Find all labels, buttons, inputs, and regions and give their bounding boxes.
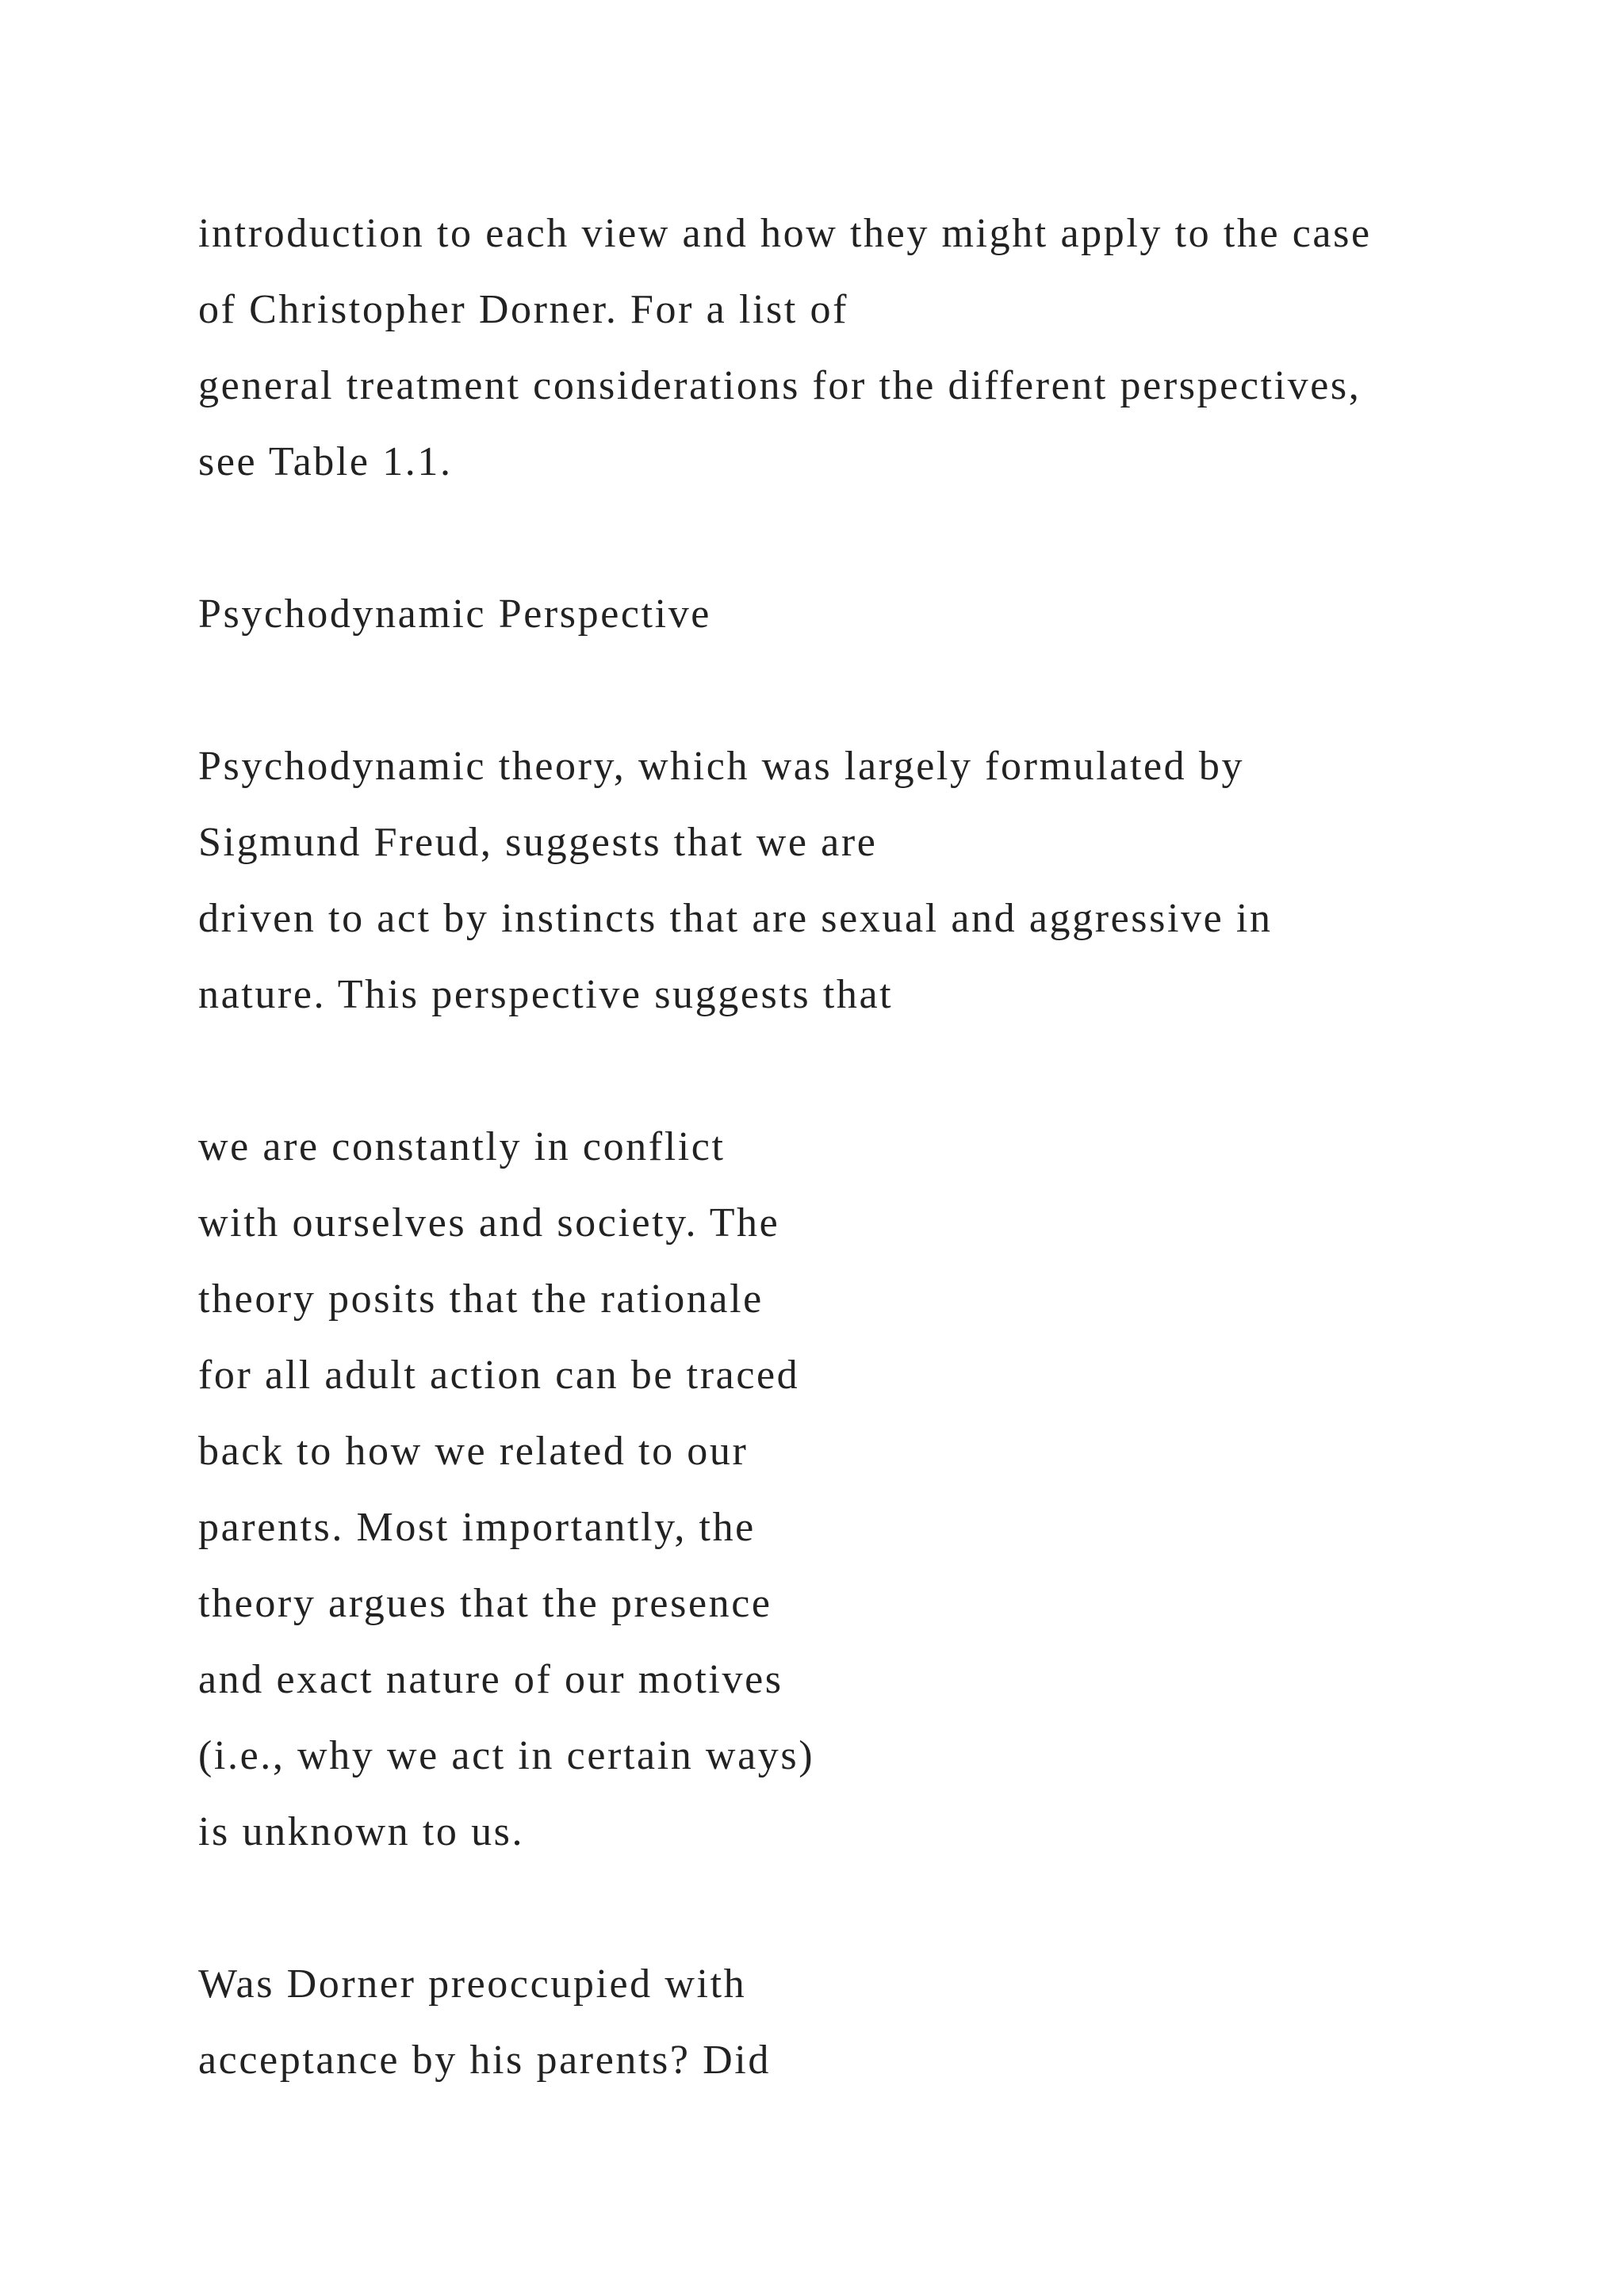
text-line: we are constantly in conflict bbox=[198, 1124, 726, 1169]
paragraph-spacer bbox=[198, 1033, 1546, 1109]
text-line: back to how we related to our bbox=[198, 1429, 749, 1474]
text-line: acceptance by his parents? Did bbox=[198, 2038, 771, 2083]
text-line: theory argues that the presence bbox=[198, 1581, 772, 1626]
text-line: driven to act by instincts that are sexual and aggressive in bbox=[198, 896, 1273, 941]
text-line: for all adult action can be traced bbox=[198, 1353, 800, 1398]
paragraph-psychodynamic-theory bbox=[198, 729, 1546, 1033]
text-line: (i.e., why we act in certain ways) bbox=[198, 1733, 815, 1778]
paragraph-spacer bbox=[198, 500, 1546, 576]
text-line: Was Dorner preoccupied with bbox=[198, 1961, 747, 2007]
text-line: nature. This perspective suggests that bbox=[198, 972, 894, 1017]
text-line: is unknown to us. bbox=[198, 1809, 525, 1854]
text-line: with ourselves and society. The bbox=[198, 1200, 780, 1246]
section-heading bbox=[198, 576, 1546, 652]
document-body bbox=[198, 196, 1546, 2099]
text-line: of Christopher Dorner. For a list of bbox=[198, 287, 849, 332]
text-line: see Table 1.1. bbox=[198, 439, 453, 484]
paragraph-conflict bbox=[198, 1109, 1546, 1870]
heading-text: Psychodynamic Perspective bbox=[198, 591, 711, 637]
paragraph-dorner-question bbox=[198, 1946, 1546, 2099]
text-line: Sigmund Freud, suggests that we are bbox=[198, 820, 878, 865]
text-line: general treatment considerations for the different perspectives, bbox=[198, 363, 1362, 408]
text-line: and exact nature of our motives bbox=[198, 1657, 783, 1702]
text-line: introduction to each view and how they might apply to the case bbox=[198, 211, 1372, 256]
paragraph-intro bbox=[198, 196, 1546, 500]
paragraph-spacer bbox=[198, 652, 1546, 729]
text-line: theory posits that the rationale bbox=[198, 1276, 764, 1322]
text-line: Psychodynamic theory, which was largely formulated by bbox=[198, 744, 1245, 789]
paragraph-spacer bbox=[198, 1870, 1546, 1946]
text-line: parents. Most importantly, the bbox=[198, 1505, 756, 1550]
